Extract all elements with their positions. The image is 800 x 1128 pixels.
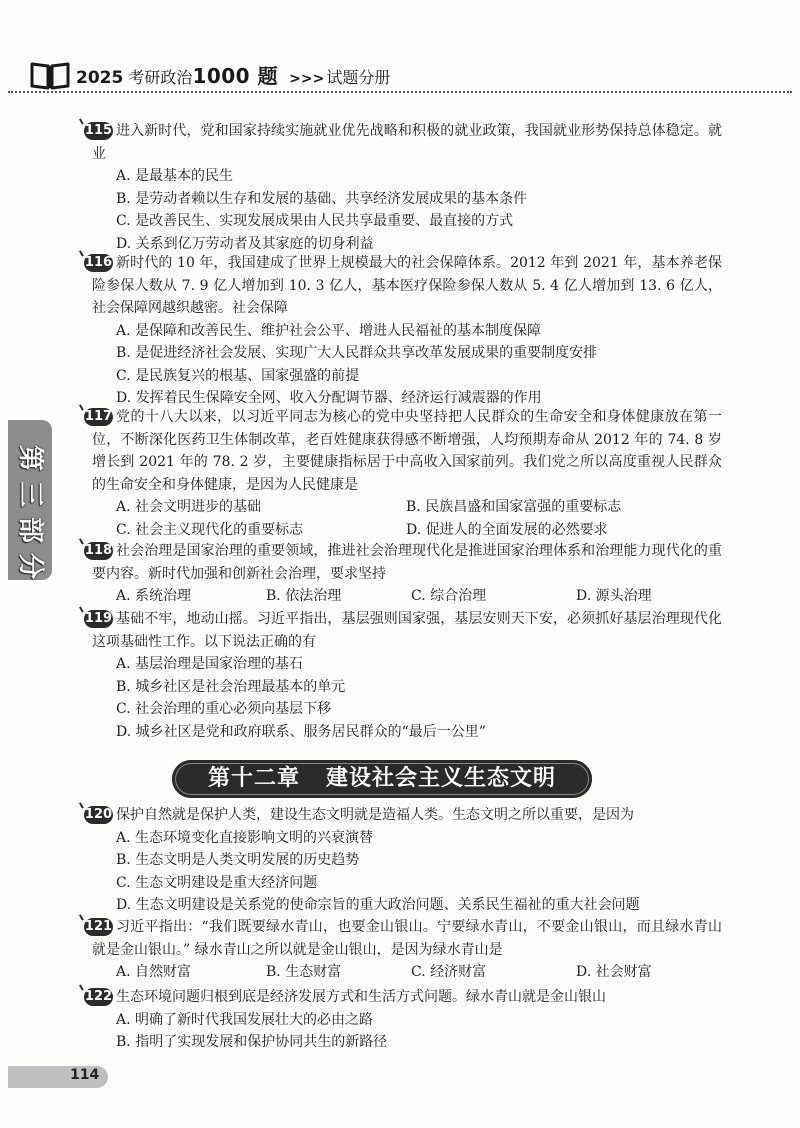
option-b[interactable]: B. 生态财富	[266, 964, 342, 980]
question-stem: 习近平指出：“我们既要绿水青山，也要金山银山。宁要绿水青山，不要金山银山，而且绿水青山就是金山银山。” 绿水青山之所以就是金山银山，是因为绿水青山是	[92, 919, 722, 958]
option-list	[92, 1009, 722, 1054]
option-b[interactable]: B. 民族昌盛和国家富强的重要标志	[406, 499, 622, 515]
option-list	[92, 827, 722, 917]
option-c[interactable]: C. 经济财富	[411, 964, 487, 980]
option-a[interactable]: A. 明确了新时代我国发展壮大的必由之路	[116, 1011, 374, 1028]
question-stem: 进入新时代，党和国家持续实施就业优先战略和积极的就业政策，我国就业形势保持总体稳定。就业	[92, 123, 722, 162]
section-side-tab	[8, 420, 52, 580]
question-number-badge: 118	[84, 543, 113, 558]
page-number: 114	[70, 1067, 100, 1083]
option-b[interactable]: B. 生态文明是人类文明发展的历史趋势	[116, 852, 360, 868]
side-tab-glyph: 三	[15, 480, 45, 507]
question-117	[84, 406, 722, 541]
side-tab-glyph: 分	[15, 552, 45, 579]
option-list	[92, 496, 722, 541]
question-119	[84, 608, 722, 743]
page-header	[0, 0, 800, 96]
header-arrows: >>>	[289, 71, 325, 87]
option-c[interactable]: C. 社会治理的重心必须向基层下移	[116, 701, 332, 717]
header-title-big: 1000 题	[192, 64, 279, 88]
header-divider	[8, 91, 792, 93]
option-b[interactable]: B. 城乡社区是社会治理最基本的单元	[116, 678, 346, 695]
chapter-title: 建设社会主义生态文明	[326, 766, 557, 791]
option-c[interactable]: C. 是改善民生、实现发展成果由人民共享最重要、最直接的方式	[116, 213, 514, 229]
question-116	[84, 252, 722, 410]
side-tab-glyph: 部	[15, 516, 45, 543]
option-d[interactable]: D. 生态文明建设是关系党的使命宗旨的重大政治问题、关系民生福祉的重大社会问题	[116, 897, 640, 913]
question-number-badge: 117	[84, 409, 113, 424]
option-b[interactable]: B. 是促进经济社会发展、实现广大人民群众共享改革发展成果的重要制度安排	[116, 345, 598, 361]
option-a[interactable]: A. 是最基本的民生	[116, 168, 234, 184]
question-122	[84, 986, 722, 1054]
option-list	[92, 165, 722, 255]
option-d[interactable]: D. 社会财富	[576, 964, 652, 980]
question-115	[84, 120, 722, 255]
option-d[interactable]: D. 城乡社区是党和政府联系、服务居民群众的“最后一公里”	[116, 723, 486, 740]
option-a[interactable]: A. 自然财富	[116, 964, 192, 980]
question-118	[84, 540, 722, 608]
question-stem: 社会治理是国家治理的重要领域，推进社会治理现代化是推进国家治理体系和治理能力现代化的重要内容。新时代加强和创新社会治理，要求坚持	[92, 543, 722, 582]
question-number-badge: 119	[84, 611, 113, 626]
option-list	[92, 653, 722, 743]
question-number-badge: 115	[84, 123, 113, 138]
option-c[interactable]: C. 是民族复兴的根基、国家强盛的前提	[116, 367, 360, 384]
question-number-badge: 120	[84, 807, 113, 822]
question-stem: 基础不牢，地动山摇。习近平指出，基层强则国家强，基层安则天下安，必须抓好基层治理现代化这项基础性工作。以下说法正确的有	[92, 611, 722, 650]
option-c[interactable]: C. 综合治理	[411, 588, 487, 604]
question-number-badge: 121	[84, 919, 113, 934]
option-c[interactable]: C. 生态文明建设是重大经济问题	[116, 874, 318, 891]
chapter-heading	[172, 760, 592, 798]
question-121	[84, 916, 722, 984]
question-stem: 生态环境问题归根到底是经济发展方式和生活方式问题。绿水青山就是金山银山	[116, 989, 606, 1005]
option-d[interactable]: D. 发挥着民生保障安全网、收入分配调节器、经济运行减震器的作用	[116, 390, 542, 406]
option-d[interactable]: D. 关系到亿万劳动者及其家庭的切身利益	[116, 235, 374, 252]
chapter-banner	[172, 760, 592, 798]
option-b[interactable]: B. 指明了实现发展和保护协同共生的新路径	[116, 1034, 388, 1050]
option-a[interactable]: A. 生态环境变化直接影响文明的兴衰演替	[116, 829, 374, 846]
option-list	[92, 961, 722, 984]
option-list	[92, 585, 722, 608]
question-stem: 党的十八大以来，以习近平同志为核心的党中央坚持把人民群众的生命安全和身体健康放在第一位，不断深化医药卫生体制改革，老百姓健康获得感不断增强，人均预期寿命从 2012 年的 74. 8 岁增长到 2021 年的 78. 2 岁，主要健康指标居于中高收入国家前列。我们党之所以高度重视人民群众的生命安全和身体健康，是因为人民健康是	[92, 409, 722, 493]
question-stem: 新时代的 10 年，我国建成了世界上规模最大的社会保障体系。2012 年到 2021 年，基本养老保险参保人数从 7. 9 亿人增加到 10. 3 亿人，基本医疗保险参保人数从 5. 4 亿人增加到 13. 6 亿人，社会保障网越织越密。社会保障	[92, 255, 722, 316]
option-list	[92, 320, 722, 410]
option-b[interactable]: B. 依法治理	[266, 588, 342, 604]
option-d[interactable]: D. 源头治理	[576, 588, 652, 604]
open-book-icon	[30, 58, 70, 90]
header-title-text: 考研政治	[128, 68, 193, 87]
question-stem: 保护自然就是保护人类，建设生态文明就是造福人类。生态文明之所以重要，是因为	[116, 807, 634, 823]
question-number-badge: 116	[84, 255, 113, 270]
option-a[interactable]: A. 是保障和改善民生、维护社会公平、增进人民福祉的基本制度保障	[116, 322, 542, 339]
side-tab-glyph: 第	[15, 444, 45, 471]
option-a[interactable]: A. 系统治理	[116, 588, 192, 604]
header-subtitle: 试题分册	[326, 68, 391, 87]
header-title	[76, 60, 390, 89]
question-120	[84, 804, 722, 917]
option-a[interactable]: A. 社会文明进步的基础	[116, 499, 262, 515]
question-number-badge: 122	[84, 989, 113, 1004]
option-c[interactable]: C. 社会主义现代化的重要标志	[116, 521, 304, 538]
header-year: 2025	[76, 68, 124, 88]
option-b[interactable]: B. 是劳动者赖以生存和发展的基础、共享经济发展成果的基本条件	[116, 190, 528, 207]
option-a[interactable]: A. 基层治理是国家治理的基石	[116, 656, 304, 672]
section-side-tab-label	[10, 440, 50, 584]
chapter-number: 第十二章	[207, 766, 300, 791]
option-d[interactable]: D. 促进人的全面发展的必然要求	[406, 521, 608, 538]
